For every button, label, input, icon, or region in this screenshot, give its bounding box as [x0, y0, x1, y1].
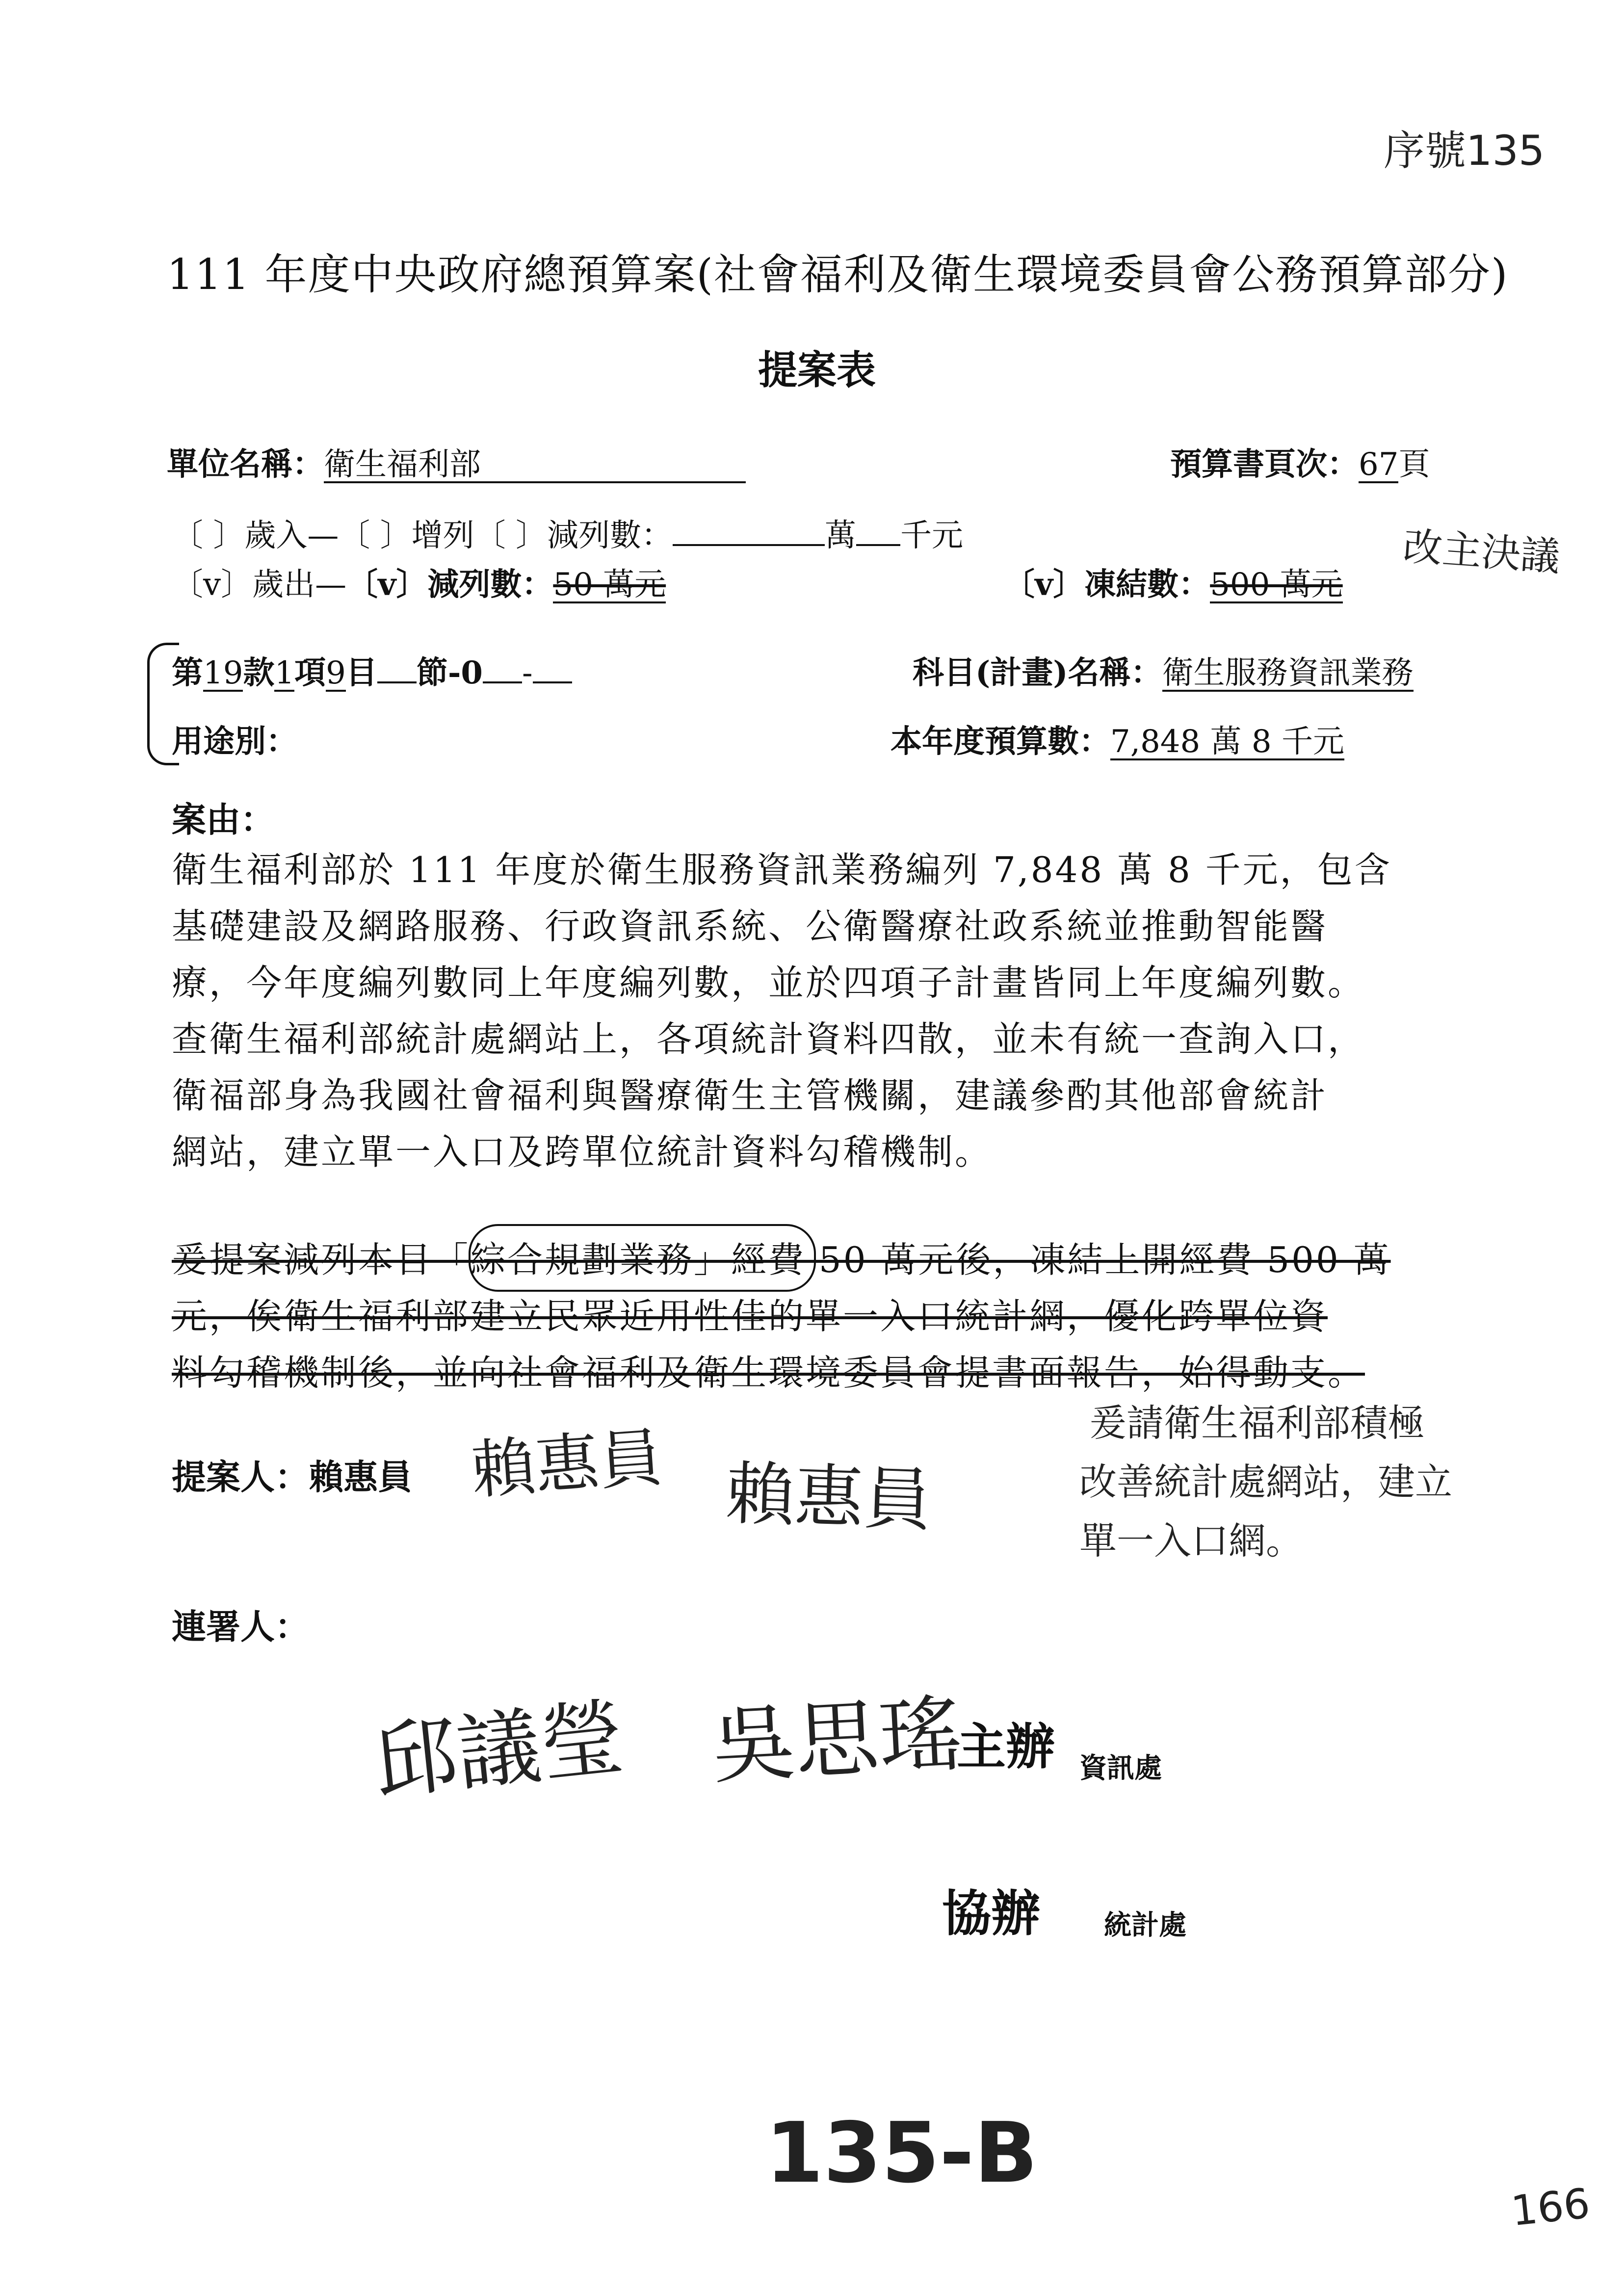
- cosigner-signature: 邱議瑩: [369, 1689, 629, 1812]
- unit-label: 單位名稱：: [167, 446, 324, 483]
- page-number: 166: [1509, 2179, 1593, 2236]
- unit-value: 衛生福利部: [324, 448, 746, 483]
- hand-resolution-line: 單一入口網。: [1079, 1519, 1303, 1563]
- proposer-signature: 賴惠員: [724, 1454, 934, 1541]
- freeze-value: 500 萬元: [1210, 567, 1343, 603]
- item-text-dash: -: [522, 655, 533, 691]
- revenue-bracket: 〔 〕歲入—: [172, 518, 339, 554]
- annual-budget-row: [891, 716, 1344, 761]
- item-blank-3: [533, 652, 572, 683]
- increase-bracket: 〔 〕增列: [339, 518, 474, 554]
- proposer-signature: 賴惠員: [469, 1420, 665, 1508]
- struck-line: 元，俟衛生福利部建立民眾近用性佳的單一入口統計網，優化跨單位資: [172, 1296, 1328, 1337]
- unit-row: [167, 439, 746, 484]
- item-text-jie: 節-0: [416, 654, 483, 691]
- decrease-bracket: 〔 〕減列數：: [474, 518, 673, 554]
- item-kuan: 19: [203, 655, 243, 691]
- footer-number: 135-B: [765, 2105, 1038, 2202]
- cosigner-signature: 吳思瑤: [709, 1685, 965, 1796]
- purpose-label: 用途別：: [172, 723, 297, 760]
- struck-line: 爰提案減列本目「綜合規劃業務」經費 50 萬元後，凍結上開經費 500 萬: [172, 1239, 1391, 1280]
- subject-label: 科目(計畫)名稱：: [913, 654, 1162, 691]
- item-xiang: 1: [274, 655, 295, 691]
- freeze-row: [1003, 559, 1343, 604]
- revise-handnote: 改主決議: [1401, 523, 1562, 580]
- document-title: 111 年度中央政府總預算案(社會福利及衛生環境委員會公務預算部分): [167, 250, 1509, 299]
- expense-row: [172, 559, 666, 604]
- item-mu: 9: [326, 655, 346, 691]
- cosigner-label: 連署人：: [172, 1606, 309, 1647]
- item-text-kuan: 款: [243, 654, 275, 691]
- revenue-qian-blank: [856, 515, 900, 546]
- budget-page-value: 67: [1359, 446, 1399, 483]
- reason-label: 案由：: [172, 799, 275, 840]
- revenue-wan-blank: [673, 515, 825, 546]
- annual-budget-value: 7,848 萬 8 千元: [1110, 724, 1344, 760]
- revenue-row: [172, 510, 963, 555]
- item-blank-2: [483, 652, 522, 683]
- lead-dept: 資訊處: [1079, 1752, 1162, 1784]
- serial-note: 序號135: [1384, 127, 1545, 175]
- reason-line: 衛生福利部於 111 年度於衛生服務資訊業務編列 7,848 萬 8 千元，包含: [172, 849, 1392, 890]
- hand-resolution-line: 爰請衛生福利部積極: [1089, 1401, 1425, 1445]
- reason-line: 療，今年度編列數同上年度編列數，並於四項子計畫皆同上年度編列數。: [172, 962, 1365, 1003]
- item-blank-1: [377, 652, 417, 683]
- document-subtitle: 提案表: [758, 347, 876, 393]
- struck-line: 料勾稽機制後，並向社會福利及衛生環境委員會提書面報告，始得動支。: [172, 1352, 1365, 1393]
- item-text-mu: 目: [345, 654, 377, 691]
- subject-row: [913, 648, 1414, 693]
- item-text-xiang: 項: [294, 654, 326, 691]
- proposer-label: 提案人：賴惠員: [172, 1457, 412, 1497]
- reason-line: 基礎建設及網路服務、行政資訊系統、公衛醫療社政系統並推動智能醫: [172, 906, 1328, 947]
- subject-value: 衛生服務資訊業務: [1162, 655, 1414, 691]
- budget-page-label: 預算書頁次：: [1170, 446, 1359, 483]
- freeze-label: 〔v〕凍結數：: [1003, 566, 1210, 603]
- budget-page-suffix: 頁: [1398, 446, 1430, 483]
- revenue-qian-unit: 千元: [900, 518, 964, 554]
- assist-dept: 統計處: [1104, 1909, 1186, 1941]
- lead-label: 主辦: [957, 1718, 1055, 1775]
- reason-line: 查衛生福利部統計處網站上，各項統計資料四散，並未有統一查詢入口，: [172, 1018, 1365, 1060]
- item-text-di: 第: [172, 654, 203, 691]
- cut-value: 50 萬元: [553, 567, 666, 603]
- budget-page-row: [1170, 439, 1430, 484]
- cut-label: 〔v〕減列數：: [346, 566, 553, 603]
- revenue-wan-unit: 萬: [825, 518, 857, 554]
- reason-line: 衛福部身為我國社會福利與醫療衛生主管機關，建議參酌其他部會統計: [172, 1075, 1328, 1116]
- assist-label: 協辦: [942, 1884, 1040, 1942]
- hand-resolution-line: 改善統計處網站，建立: [1079, 1460, 1452, 1504]
- expense-bracket: 〔v〕歲出—: [172, 567, 347, 603]
- item-row: [172, 648, 572, 693]
- annual-budget-label: 本年度預算數：: [891, 723, 1110, 760]
- reason-line: 網站，建立單一入口及跨單位統計資料勾稽機制。: [172, 1131, 993, 1173]
